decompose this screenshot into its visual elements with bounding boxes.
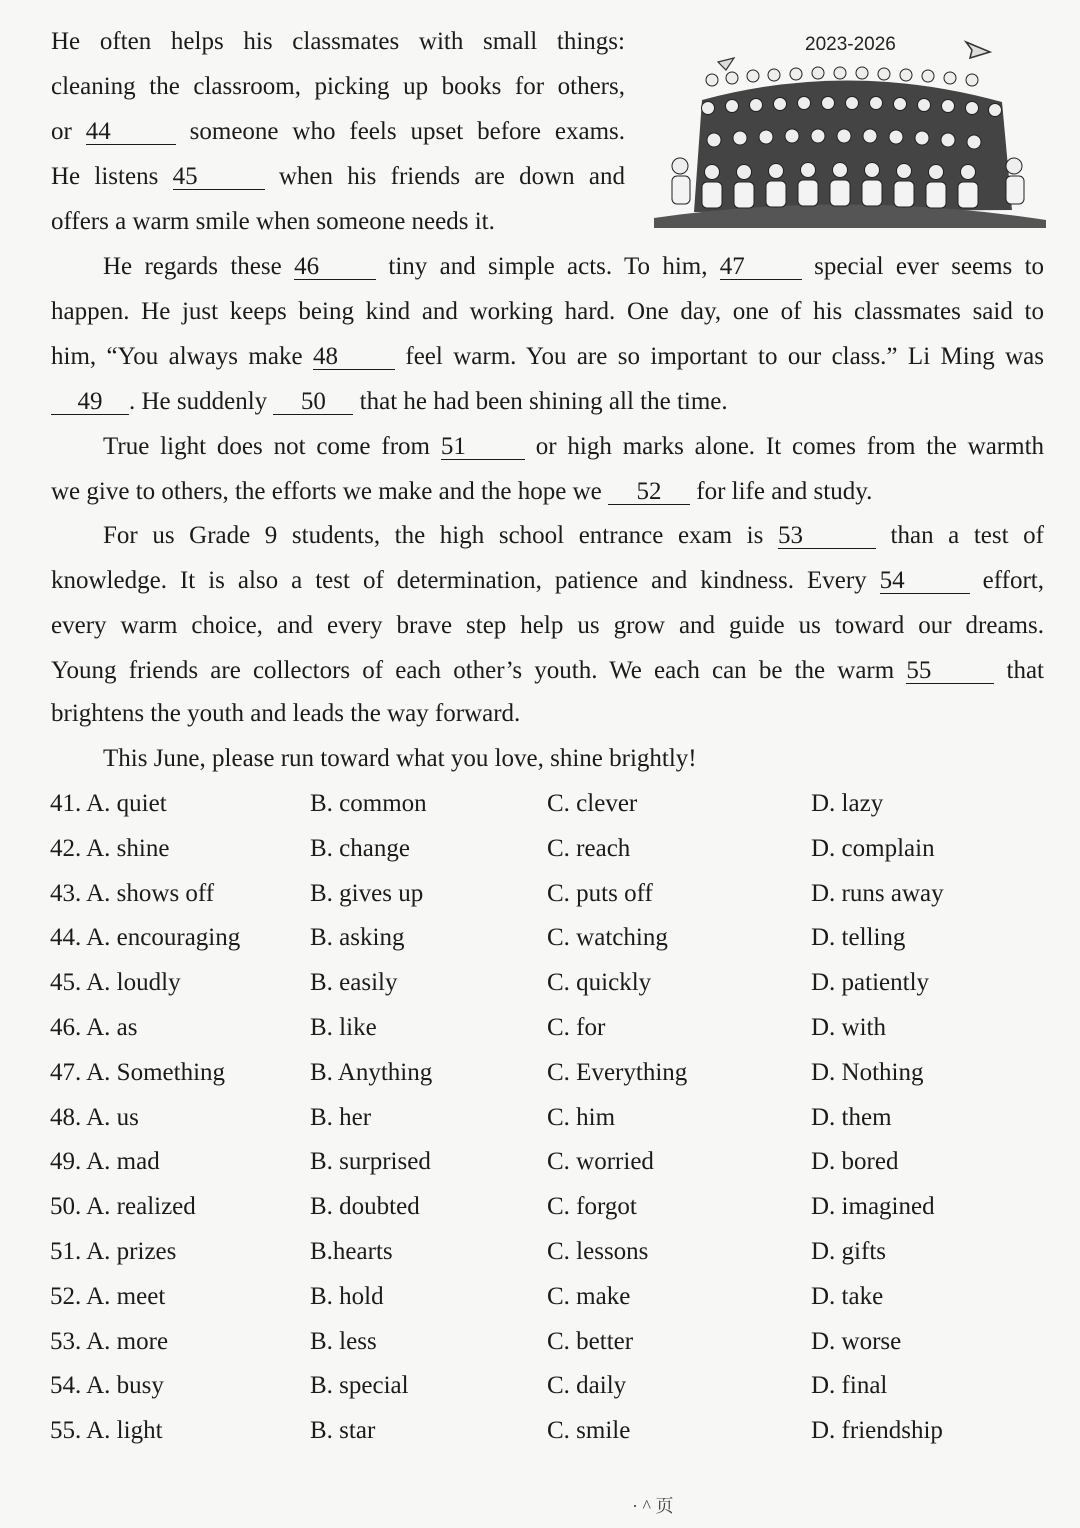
option-c[interactable]: C. clever bbox=[547, 790, 638, 817]
passage-line: happen. He just keeps being kind and working hard. One day, one of his classmates said to bbox=[51, 298, 1044, 325]
class-photo bbox=[650, 30, 1048, 228]
option-row bbox=[0, 782, 1080, 826]
option-row bbox=[0, 1096, 1080, 1140]
blank-44[interactable]: 44 bbox=[86, 120, 176, 145]
option-row bbox=[0, 916, 1080, 960]
blank-54[interactable]: 54 bbox=[880, 569, 970, 594]
option-b[interactable]: B. easily bbox=[310, 969, 398, 997]
option-b[interactable]: B.hearts bbox=[310, 1238, 393, 1265]
option-c[interactable]: C. watching bbox=[547, 924, 668, 952]
option-d[interactable]: D. patiently bbox=[811, 969, 930, 997]
option-b[interactable]: B. her bbox=[310, 1103, 372, 1131]
blank-45[interactable]: 45 bbox=[173, 165, 265, 190]
option-a[interactable]: 48. A. us bbox=[50, 1103, 139, 1131]
option-row bbox=[0, 1185, 1080, 1229]
option-b[interactable]: B. star bbox=[310, 1417, 376, 1445]
passage-line: or 44 someone who feels upset before exams. bbox=[51, 118, 625, 145]
option-c[interactable]: C. smile bbox=[547, 1417, 631, 1445]
option-c[interactable]: C. worried bbox=[547, 1148, 654, 1176]
option-b[interactable]: B. less bbox=[310, 1327, 377, 1355]
blank-47[interactable]: 47 bbox=[720, 255, 802, 280]
passage-line: 49 . He suddenly 50 that he had been shining all the time. bbox=[51, 380, 1044, 425]
option-b[interactable]: B. surprised bbox=[310, 1148, 431, 1176]
option-a[interactable]: 41. A. quiet bbox=[50, 790, 167, 817]
blank-55[interactable]: 55 bbox=[906, 659, 994, 684]
option-a[interactable]: 55. A. light bbox=[50, 1417, 163, 1445]
option-row bbox=[0, 1140, 1080, 1184]
passage-line: knowledge. It is also a test of determination, patience and kindness. Every 54 effort, bbox=[51, 567, 1044, 594]
passage-line: offers a warm smile when someone needs it. bbox=[51, 208, 495, 235]
option-a[interactable]: 51. A. prizes bbox=[50, 1238, 177, 1265]
blank-48[interactable]: 48 bbox=[313, 345, 395, 370]
blank-50[interactable]: 50 bbox=[273, 390, 353, 415]
option-d[interactable]: D. imagined bbox=[811, 1193, 935, 1221]
option-a[interactable]: 44. A. encouraging bbox=[50, 924, 241, 952]
option-b[interactable]: B. special bbox=[310, 1372, 409, 1400]
option-d[interactable]: D. telling bbox=[811, 924, 906, 952]
option-d[interactable]: D. friendship bbox=[811, 1417, 943, 1445]
passage-line: cleaning the classroom, picking up books for others, bbox=[51, 73, 625, 100]
option-d[interactable]: D. complain bbox=[811, 834, 935, 862]
option-d[interactable]: D. worse bbox=[811, 1327, 902, 1355]
option-b[interactable]: B. like bbox=[310, 1014, 377, 1041]
option-c[interactable]: C. him bbox=[547, 1103, 616, 1131]
option-a[interactable]: 47. A. Something bbox=[50, 1058, 226, 1086]
option-c[interactable]: C. better bbox=[547, 1327, 634, 1355]
option-d[interactable]: D. runs away bbox=[811, 879, 944, 907]
blank-51[interactable]: 51 bbox=[441, 435, 525, 460]
option-row bbox=[0, 1051, 1080, 1095]
option-a[interactable]: 49. A. mad bbox=[50, 1148, 160, 1176]
paper-plane-icon bbox=[966, 42, 990, 58]
option-c[interactable]: C. make bbox=[547, 1282, 631, 1310]
passage-line: He regards these 46 tiny and simple acts. To him, 47 special ever seems to bbox=[103, 253, 1045, 280]
option-c[interactable]: C. lessons bbox=[547, 1238, 649, 1265]
option-row bbox=[0, 1006, 1080, 1050]
option-a[interactable]: 50. A. realized bbox=[50, 1193, 196, 1221]
option-d[interactable]: D. with bbox=[811, 1014, 886, 1041]
option-b[interactable]: B. hold bbox=[310, 1282, 384, 1310]
page-number: · ^ 页 bbox=[632, 1496, 674, 1516]
passage-line: we give to others, the efforts we make and the hope we 52 for life and study. bbox=[51, 478, 873, 505]
blank-52[interactable]: 52 bbox=[608, 480, 690, 505]
blank-46[interactable]: 46 bbox=[294, 255, 376, 280]
passage-line: He often helps his classmates with small things: bbox=[51, 28, 625, 55]
passage-line: brightens the youth and leads the way forward. bbox=[51, 700, 521, 727]
option-a[interactable]: 43. A. shows off bbox=[50, 879, 215, 907]
option-b[interactable]: B. gives up bbox=[310, 879, 424, 907]
option-a[interactable]: 46. A. as bbox=[50, 1014, 138, 1041]
option-row bbox=[0, 1275, 1080, 1319]
option-row bbox=[0, 1409, 1080, 1453]
option-row bbox=[0, 1230, 1080, 1274]
passage-line: For us Grade 9 students, the high school entrance exam is 53 than a test of bbox=[103, 522, 1044, 549]
option-c[interactable]: C. puts off bbox=[547, 879, 653, 907]
option-a[interactable]: 54. A. busy bbox=[50, 1372, 164, 1400]
option-d[interactable]: D. gifts bbox=[811, 1238, 886, 1265]
option-d[interactable]: D. them bbox=[811, 1103, 892, 1131]
option-c[interactable]: C. for bbox=[547, 1014, 606, 1041]
option-row bbox=[0, 1364, 1080, 1408]
option-a[interactable]: 45. A. loudly bbox=[50, 969, 181, 997]
option-a[interactable]: 42. A. shine bbox=[50, 834, 170, 862]
option-b[interactable]: B. asking bbox=[310, 924, 405, 952]
passage-closing: This June, please run toward what you love, shine brightly! bbox=[103, 745, 697, 772]
option-b[interactable]: B. doubted bbox=[310, 1193, 420, 1221]
passage-line: Young friends are collectors of each other’s youth. We each can be the warm 55 that bbox=[51, 657, 1045, 684]
option-c[interactable]: C. forgot bbox=[547, 1193, 637, 1221]
option-b[interactable]: B. change bbox=[310, 834, 410, 862]
blank-53[interactable]: 53 bbox=[778, 524, 876, 549]
option-c[interactable]: C. Everything bbox=[547, 1058, 688, 1086]
option-c[interactable]: C. quickly bbox=[547, 969, 652, 997]
class-group-photo-icon bbox=[654, 67, 1046, 228]
option-c[interactable]: C. reach bbox=[547, 834, 631, 862]
option-row bbox=[0, 872, 1080, 916]
paper-plane-icon bbox=[718, 58, 734, 70]
blank-49[interactable]: 49 bbox=[51, 390, 129, 415]
option-b[interactable]: B. Anything bbox=[310, 1058, 433, 1086]
option-row bbox=[0, 827, 1080, 871]
option-row bbox=[0, 1320, 1080, 1364]
photo-years: 2023-2026 bbox=[805, 34, 896, 55]
passage-line: True light does not come from 51 or high marks alone. It comes from the warmth bbox=[103, 433, 1045, 460]
passage-line: He listens 45 when his friends are down and bbox=[51, 163, 626, 190]
option-d[interactable]: D. lazy bbox=[811, 790, 884, 817]
option-d[interactable]: D. final bbox=[811, 1372, 888, 1400]
option-d[interactable]: D. take bbox=[811, 1282, 884, 1310]
option-row bbox=[0, 961, 1080, 1005]
passage-line: him, “You always make 48 feel warm. You are so important to our class.” Li Ming was bbox=[51, 343, 1044, 370]
option-d[interactable]: D. bored bbox=[811, 1148, 899, 1176]
passage-line: every warm choice, and every brave step help us grow and guide us toward our dreams. bbox=[51, 612, 1044, 639]
option-b[interactable]: B. common bbox=[310, 790, 427, 817]
option-a[interactable]: 53. A. more bbox=[50, 1327, 169, 1355]
option-d[interactable]: D. Nothing bbox=[811, 1058, 924, 1086]
option-c[interactable]: C. daily bbox=[547, 1372, 627, 1400]
option-a[interactable]: 52. A. meet bbox=[50, 1282, 166, 1310]
